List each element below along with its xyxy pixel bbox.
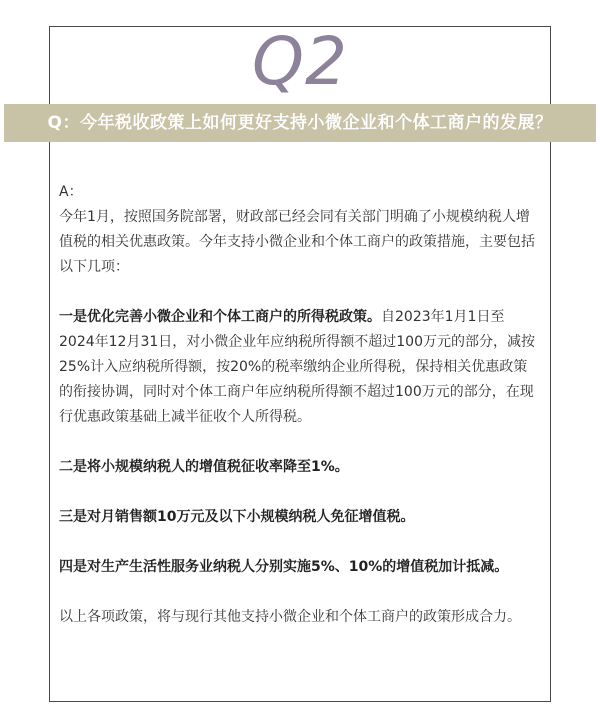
answer-point-3: 三是对月销售额10万元及以下小规模纳税人免征增值税。 (59, 509, 415, 525)
answer-point-4: 四是对生产生活性服务业纳税人分别实施5%、10%的增值税加计抵减。 (59, 559, 509, 575)
answer-conclusion: 以上各项政策，将与现行其他支持小微企业和个体工商户的政策形成合力。 (59, 609, 521, 625)
question-text: Q：今年税收政策上如何更好支持小微企业和个体工商户的发展？ (47, 113, 553, 133)
answer-point-1-body: 自2023年1月1日至2024年12月31日，对小微企业年应纳税所得额不超过100万元的部分，减按25%计入应纳税所得额，按20%的税率缴纳企业所得税，保持相关优惠政策的衔接协调，同时对个体工商户年应纳税所得额不超过100万元的部分，在现行优惠政策基础上减半征收个人所得税。 (59, 309, 535, 425)
answer-point-2: 二是将小规模纳税人的增值税征收率降至1%。 (59, 459, 349, 475)
question-banner (4, 104, 596, 142)
answer-intro: 今年1月，按照国务院部署，财政部已经会同有关部门明确了小规模纳税人增值税的相关优惠政策。今年支持小微企业和个体工商户的政策措施，主要包括以下几项： (59, 209, 535, 275)
answer-label: A： (59, 184, 83, 200)
answer-point-1-heading: 一是优化完善小微企业和个体工商户的所得税政策。 (59, 309, 381, 325)
answer-point-1 (59, 305, 539, 430)
answer-body (59, 180, 539, 630)
question-number: Q2 (252, 23, 348, 100)
